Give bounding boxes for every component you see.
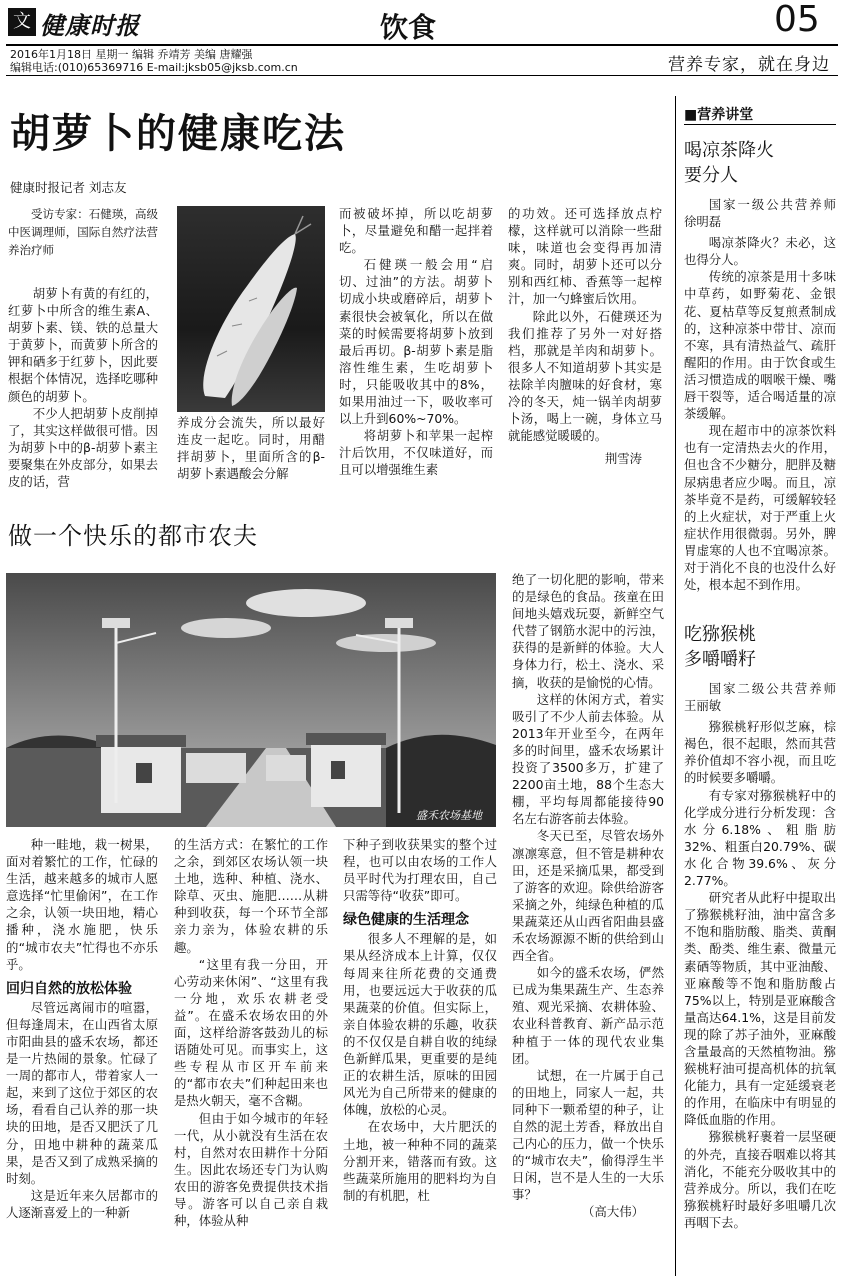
article1-signature: 荆雪涛 [604, 451, 642, 467]
masthead-logo [8, 6, 188, 40]
farm-photo [6, 573, 496, 827]
sidebar-item1-title-line2: 要分人 [684, 165, 738, 186]
sidebar-para: 有专家对猕猴桃籽中的化学成分进行分析发现：含水分6.18%、粗脂肪32%、粗蛋白20.79%、碳水化合物39.6%、灰分2.77%。 [684, 787, 836, 889]
article1-expert: 受访专家：石健瑛，高级中医调理师，国际自然疗法营养治疗师 [8, 207, 158, 257]
sidebar-para: 猕猴桃籽裹着一层坚硬的外壳，直接吞咽难以将其消化，不能充分吸收其中的营养成分。所以，我们在吃猕猴桃籽时最好多咀嚼几次再咽下去。 [684, 1129, 836, 1230]
article2-col1 [6, 836, 158, 1221]
article2-para: 的生活方式：在繁忙的工作之余，到郊区农场认领一块土地，选种、种植、浇水、除草、灭虫、施肥……从耕种到收获，每一个环节全部亲力亲为，体验农耕的乐趣。 [174, 837, 328, 955]
article1-col3 [339, 205, 493, 479]
article2-col2 [174, 836, 328, 1229]
article2-subhead-1: 回归自然的放松体验 [6, 980, 132, 997]
article2-para: 绝了一切化肥的影响，带来的是绿色的食品。孩童在田间地头嬉戏玩耍，新鲜空气代替了钢筋水泥中的污浊，获得的是新鲜的体验。大人身体力行，松土、浇水、采摘，收获的是愉悦的心情。 [512, 572, 664, 690]
article2-para: 种一畦地，栽一树果，面对着繁忙的工作，忙碌的生活，越来越多的城市人愿意选择“忙里偷闲”，在工作之余，认领一块田地，精心播种，浇水施肥，快乐的“城市农夫”忙得也不亦乐乎。 [6, 837, 158, 972]
issue-info-line1: 2016年1月18日 星期一 编辑 乔靖芳 美编 唐耀强 [10, 48, 253, 61]
sidebar-column-title: ■营养讲堂 [684, 107, 754, 123]
sidebar-item1-title-line1: 喝凉茶降火 [684, 140, 774, 161]
article1-para: 养成分会流失，所以最好连皮一起吃。同时，用醋拌胡萝卜，里面所含的β-胡萝卜素遇酸会分解 [177, 415, 325, 482]
sidebar-item2-title [684, 622, 756, 672]
article2-col4 [512, 571, 664, 1221]
logo-mark-icon: 文 [8, 8, 36, 36]
article2-para: 如今的盛禾农场，俨然已成为集果蔬生产、生态养殖、观光采摘、农耕体验、农业科普教育、新产品示范种植于一体的现代农业集团。 [512, 965, 664, 1066]
article1-col4 [508, 205, 662, 467]
page-number: 05 [774, 0, 820, 40]
article1-byline: 健康时报记者 刘志友 [10, 180, 127, 195]
article2-para: 冬天已至，尽管农场外凛凛寒意，但不管是耕种农田，还是采摘瓜果，都受到了游客的欢迎。除供给游客采摘之外，纯绿色种植的瓜果蔬菜还从山西省阳曲县盛禾农场源源不断的供给到山西全省。 [512, 828, 664, 964]
sidebar-para: 现在超市中的凉茶饮料也有一定清热去火的作用，但也含不少糖分，肥胖及糖尿病患者应少喝。而且，凉茶毕竟不是药，可缓解较轻的上火症状，对于严重上火症状作用很微弱。另外，脾胃虚寒的人也不宜喝凉茶。对于消化不良的也没什么好处，根本起不到作用。 [684, 423, 836, 593]
sidebar-item2-title-line2: 多嚼嚼籽 [684, 649, 756, 670]
article2-para: 下种子到收获果实的整个过程，也可以由农场的工作人员平时代为打理农田，自己只需等待“收获”即可。 [343, 837, 497, 904]
article2-para: 在农场中，大片肥沃的土地，被一种种不同的蔬菜分割开来，错落而有致。这些蔬菜所施用的肥料均为自制的有机肥，杜 [343, 1119, 497, 1203]
article1-para: 而被破坏掉，所以吃胡萝卜，尽量避免和醋一起拌着吃。 [339, 206, 493, 256]
article1-col1 [8, 205, 158, 490]
sidebar-item2-body [684, 680, 836, 1231]
sidebar-item2-author: 国家二级公共营养师 王丽敏 [684, 681, 836, 714]
farm-photo-caption: 盛禾农场基地 [416, 809, 482, 822]
article1-para: 的功效。还可选择放点柠檬，这样就可以消除一些甜味，味道也会变得再加清爽。同时，胡萝卜还可以分别和西红柿、香蕉等一起榨汁，加一勺蜂蜜后饮用。 [508, 206, 662, 307]
article1-para: 将胡萝卜和苹果一起榨汁后饮用，不仅味道好，而且可以增强维生素 [339, 428, 493, 478]
masthead-rule-bottom [6, 75, 838, 76]
masthead-rule [6, 44, 838, 46]
article1-para: 胡萝卜有黄的有红的，红萝卜中所含的维生素A、胡萝卜素、镁、铁的总量大于黄萝卜，而黄萝卜所含的钾和硒多于红萝卜，因此要根据个体情况，选择吃哪种颜色的胡萝卜。 [8, 286, 158, 404]
logo-text: 健康时报 [40, 11, 140, 40]
article2-title: 做一个快乐的都市农夫 [8, 522, 258, 550]
sidebar-para: 猕猴桃籽形似芝麻，棕褐色，很不起眼，然而其营养价值却不容小视，而且吃的时候要多嚼嚼。 [684, 719, 836, 786]
article2-para: 这是近年来久居都市的人逐渐喜爱上的一种新 [6, 1187, 158, 1220]
article2-para: 很多人不理解的是，如果从经济成本上计算，仅仅每周来往所花费的交通费用，也要远远大于收获的瓜果蔬菜的价值。但实际上，亲自体验农耕的乐趣，收获的不仅仅是自耕自收的纯绿色新鲜瓜果，更重要的是纯正的农耕生活，原味的田园风光为自己所带来的健康的体魄，放松的心灵。 [343, 931, 497, 1118]
sidebar-title-rule [684, 124, 836, 125]
slogan: 营养专家，就在身边 [668, 55, 830, 75]
article1-para: 石健瑛一般会用“启切、过油”的方法。胡萝卜切成小块或磨碎后，胡萝卜素很快会被氧化，所以在做菜的时候需要将胡萝卜放到最后再切。β-胡萝卜素是脂溶性维生素，生吃胡萝卜时，只能吸收其中的8%，如果用油过一下，吸收率可以上升到60%~70%。 [339, 257, 493, 427]
article2-para: 但由于如今城市的年轻一代，从小就没有生活在农村，自然对农田耕作十分陌生。因此农场还专门为认购农田的游客免费提供技术指导。游客可以自己亲自栽种，体验从种 [174, 1110, 328, 1229]
article2-para: 尽管远离闹市的喧嚣，但每逢周末，在山西省太原市阳曲县的盛禾农场，都还是一片热闹的景象。忙碌了一周的都市人，带着家人一起，来到了这位于郊区的农场，看看自己认养的那一块块的田地，是否又肥沃了几分，田地中耕种的蔬菜瓜果，是否又到了成熟采摘的时刻。 [6, 999, 158, 1186]
article1-para: 不少人把胡萝卜皮削掉了，其实这样做很可惜。因为胡萝卜中的β-胡萝卜素主要聚集在外皮部分，如果去皮的话，营 [8, 405, 158, 490]
article2-para: 这样的休闲方式，着实吸引了不少人前去体验。从2013年开业至今，在两年多的时间里，盛禾农场累计投资了3500多万，扩建了2200亩土地，88个生态大棚，平均每周都能接待90名左右游客前去体验。 [512, 691, 664, 827]
sidebar-para: 研究者从此籽中提取出了猕猴桃籽油，油中富含多不饱和脂肪酸、脂类、黄酮类、酚类、维生素、微量元素硒等物质，其中亚油酸、亚麻酸等不饱和脂肪酸占75%以上，特别是亚麻酸含量高达64.1%，这是目前发现的除了苏子油外，亚麻酸含量最高的天然植物油。猕猴桃籽油可提高机体的抗氧化能力，具有一定延缓衰老的作用，在临床中有明显的降低血脂的作用。 [684, 890, 836, 1128]
sidebar-item2-title-line1: 吃猕猴桃 [684, 624, 756, 645]
sidebar-item1-author: 国家一级公共营养师 徐明磊 [684, 197, 836, 230]
article1-para: 除此以外，石健瑛还为我们推荐了另外一对好搭档，那就是羊肉和胡萝卜。很多人不知道胡萝卜其实是祛除羊肉膻味的好食材，寒冷的冬天，炖一锅羊肉胡萝卜汤，喝上一碗，身体立马就能感觉暖暖的。 [508, 308, 662, 444]
article2-para: 试想，在一片属于自己的田地上，同家人一起，共同种下一颗希望的种子，让自然的泥土芳香，释放出自己内心的压力，做一个快乐的“城市农夫”，偷得浮生半日闲，岂不是人生的一大乐事？ [512, 1067, 664, 1203]
farm-scene-icon [6, 573, 496, 827]
sidebar-para: 喝凉茶降火？未必，这也得分人。 [684, 235, 836, 268]
article1-col2 [177, 414, 325, 482]
article2-para: “这里有我一分田，开心劳动来休闲”、“这里有我一分地，欢乐农耕老受益”。在盛禾农场农田的外面，这样给游客鼓劲儿的标语随处可见。而事实上，这些专程从市区开车前来的“都市农夫”们种起田来也是热火朝天，毫不含糊。 [174, 956, 328, 1109]
article1-title: 胡萝卜的健康吃法 [10, 110, 346, 157]
sidebar-item1-body [684, 196, 836, 593]
sidebar-item1-title [684, 138, 774, 188]
carrot-illustration-icon [177, 206, 325, 412]
article2-signature: （高大伟） [582, 1204, 644, 1220]
section-title: 饮食 [380, 11, 437, 44]
sidebar-divider [675, 96, 676, 1276]
sidebar-para: 传统的凉茶是用十多味中草药，如野菊花、金银花、夏枯草等反复煎煮制成的，这种凉茶中带甘、凉而不寒，具有清热益气、疏肝醒阳的作用。由于饮食或生活习惯造成的咽喉干燥、嘴唇干裂等，适合喝适量的凉茶缓解。 [684, 269, 836, 422]
article2-subhead-2: 绿色健康的生活理念 [343, 912, 469, 929]
issue-info-line2: 编辑电话:(010)65369716 E-mail:jksb05@jksb.com.cn [10, 61, 298, 74]
carrot-photo [177, 206, 325, 412]
article2-col3 [343, 836, 497, 1204]
